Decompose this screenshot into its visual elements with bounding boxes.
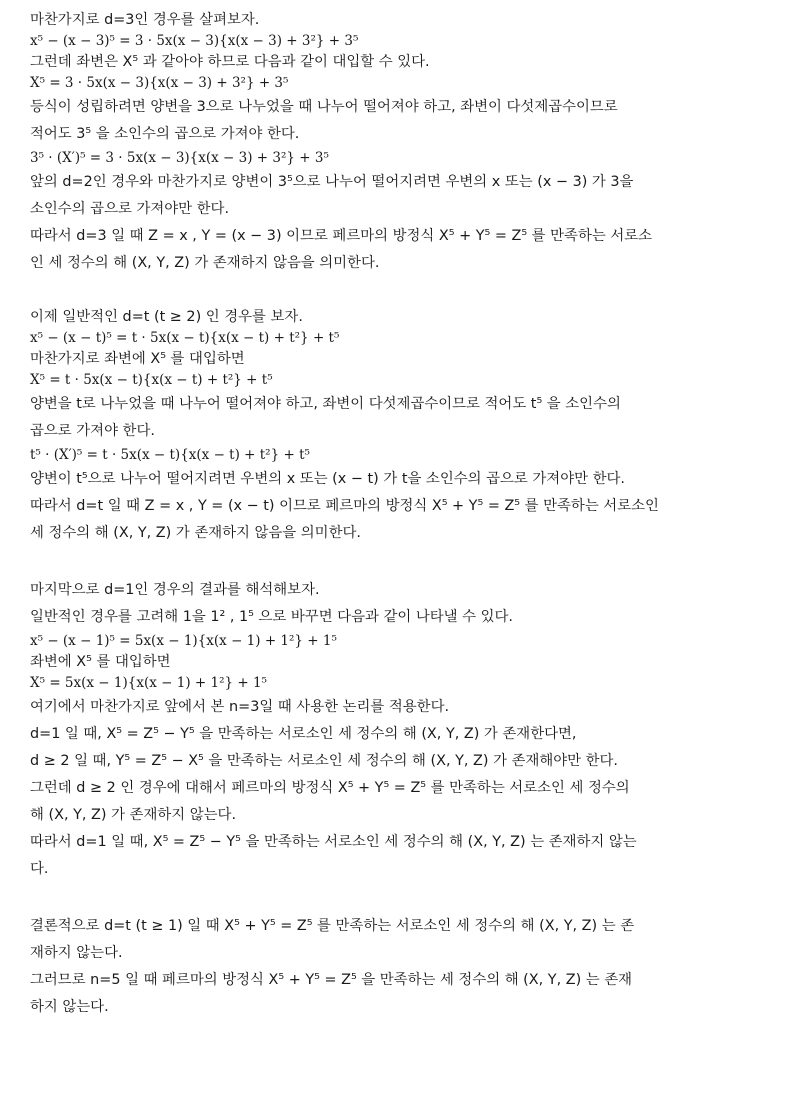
text-line: 곱으로 가져야 한다.: [30, 423, 155, 439]
text-line: 이제 일반적인 d=t (t ≥ 2) 인 경우를 보자.: [30, 309, 303, 325]
section-gap: [30, 547, 786, 577]
text-line: 앞의 d=2인 경우와 마찬가지로 양변이 3⁵으로 나누어 떨어지려면 우변의 x 또는 (x − 3) 가 3을: [30, 174, 634, 190]
equation: X⁵ = t · 5x(x − t){x(x − t) + t²} + t⁵: [30, 372, 273, 388]
text-line: 따라서 d=1 일 때, X⁵ = Z⁵ − Y⁵ 을 만족하는 서로소인 세 정수의 해 (X, Y, Z) 는 존재하지 않는: [30, 834, 637, 850]
text-line: 마찬가지로 d=3인 경우를 살펴보자.: [30, 12, 260, 28]
text-line: 마찬가지로 좌변에 X⁵ 를 대입하면: [30, 351, 245, 367]
text-line: 따라서 d=3 일 때 Z = x , Y = (x − 3) 이므로 페르마의 방정식 X⁵ + Y⁵ = Z⁵ 를 만족하는 서로소: [30, 228, 653, 244]
text-line: 여기에서 마찬가지로 앞에서 본 n=3일 때 사용한 논리를 적용한다.: [30, 699, 450, 715]
text-line: 결론적으로 d=t (t ≥ 1) 일 때 X⁵ + Y⁵ = Z⁵ 를 만족하는 서로소인 세 정수의 해 (X, Y, Z) 는 존: [30, 918, 635, 934]
text-line: 인 세 정수의 해 (X, Y, Z) 가 존재하지 않음을 의미한다.: [30, 255, 380, 271]
section-dt: [30, 307, 786, 547]
equation: x⁵ − (x − t)⁵ = t · 5x(x − t){x(x − t) + t²} + t⁵: [30, 330, 340, 346]
text-line: 다.: [30, 861, 49, 877]
section-d1: [30, 577, 786, 883]
text-line: 세 정수의 해 (X, Y, Z) 가 존재하지 않음을 의미한다.: [30, 525, 361, 541]
equation: t⁵ · (X′)⁵ = t · 5x(x − t){x(x − t) + t²} + t⁵: [30, 447, 310, 463]
text-line: 하지 않는다.: [30, 999, 109, 1015]
equation: x⁵ − (x − 3)⁵ = 3 · 5x(x − 3){x(x − 3) + 3²} + 3⁵: [30, 33, 359, 49]
text-line: 적어도 3⁵ 을 소인수의 곱으로 가져야 한다.: [30, 126, 300, 142]
text-line: 그런데 좌변은 X⁵ 과 같아야 하므로 다음과 같이 대입할 수 있다.: [30, 54, 430, 70]
section-conclusion: [30, 913, 786, 1021]
text-line: 따라서 d=t 일 때 Z = x , Y = (x − t) 이므로 페르마의 방정식 X⁵ + Y⁵ = Z⁵ 를 만족하는 서로소인: [30, 498, 659, 514]
section-gap: [30, 277, 786, 307]
text-line: d ≥ 2 일 때, Y⁵ = Z⁵ − X⁵ 을 만족하는 서로소인 세 정수의 해 (X, Y, Z) 가 존재해야만 한다.: [30, 753, 619, 769]
text-line: 양변을 t로 나누었을 때 나누어 떨어져야 하고, 좌변이 다섯제곱수이므로 적어도 t⁵ 을 소인수의: [30, 396, 621, 412]
text-line: 등식이 성립하려면 양변을 3으로 나누었을 때 나누어 떨어져야 하고, 좌변이 다섯제곱수이므로: [30, 99, 618, 115]
text-line: 그런데 d ≥ 2 인 경우에 대해서 페르마의 방정식 X⁵ + Y⁵ = Z⁵ 를 만족하는 서로소인 세 정수의: [30, 780, 630, 796]
text-line: 재하지 않는다.: [30, 945, 123, 961]
text-line: 해 (X, Y, Z) 가 존재하지 않는다.: [30, 807, 237, 823]
text-line: 마지막으로 d=1인 경우의 결과를 해석해보자.: [30, 582, 320, 598]
text-line: 양변이 t⁵으로 나누어 떨어지려면 우변의 x 또는 (x − t) 가 t을 소인수의 곱으로 가져야만 한다.: [30, 471, 625, 487]
section-gap: [30, 883, 786, 913]
equation: X⁵ = 5x(x − 1){x(x − 1) + 1²} + 1⁵: [30, 675, 267, 691]
text-line: 일반적인 경우를 고려해 1을 1² , 1⁵ 으로 바꾸면 다음과 같이 나타낼 수 있다.: [30, 609, 513, 625]
text-line: 소인수의 곱으로 가져야만 한다.: [30, 201, 230, 217]
text-line: d=1 일 때, X⁵ = Z⁵ − Y⁵ 을 만족하는 서로소인 세 정수의 해 (X, Y, Z) 가 존재한다면,: [30, 726, 577, 742]
text-line: 그러므로 n=5 일 때 페르마의 방정식 X⁵ + Y⁵ = Z⁵ 을 만족하는 세 정수의 해 (X, Y, Z) 는 존재: [30, 972, 633, 988]
section-d3: [30, 10, 786, 277]
equation: X⁵ = 3 · 5x(x − 3){x(x − 3) + 3²} + 3⁵: [30, 75, 289, 91]
equation: x⁵ − (x − 1)⁵ = 5x(x − 1){x(x − 1) + 1²} + 1⁵: [30, 633, 337, 649]
text-line: 좌변에 X⁵ 를 대입하면: [30, 654, 171, 670]
equation: 3⁵ · (X′)⁵ = 3 · 5x(x − 3){x(x − 3) + 3²} + 3⁵: [30, 150, 329, 166]
